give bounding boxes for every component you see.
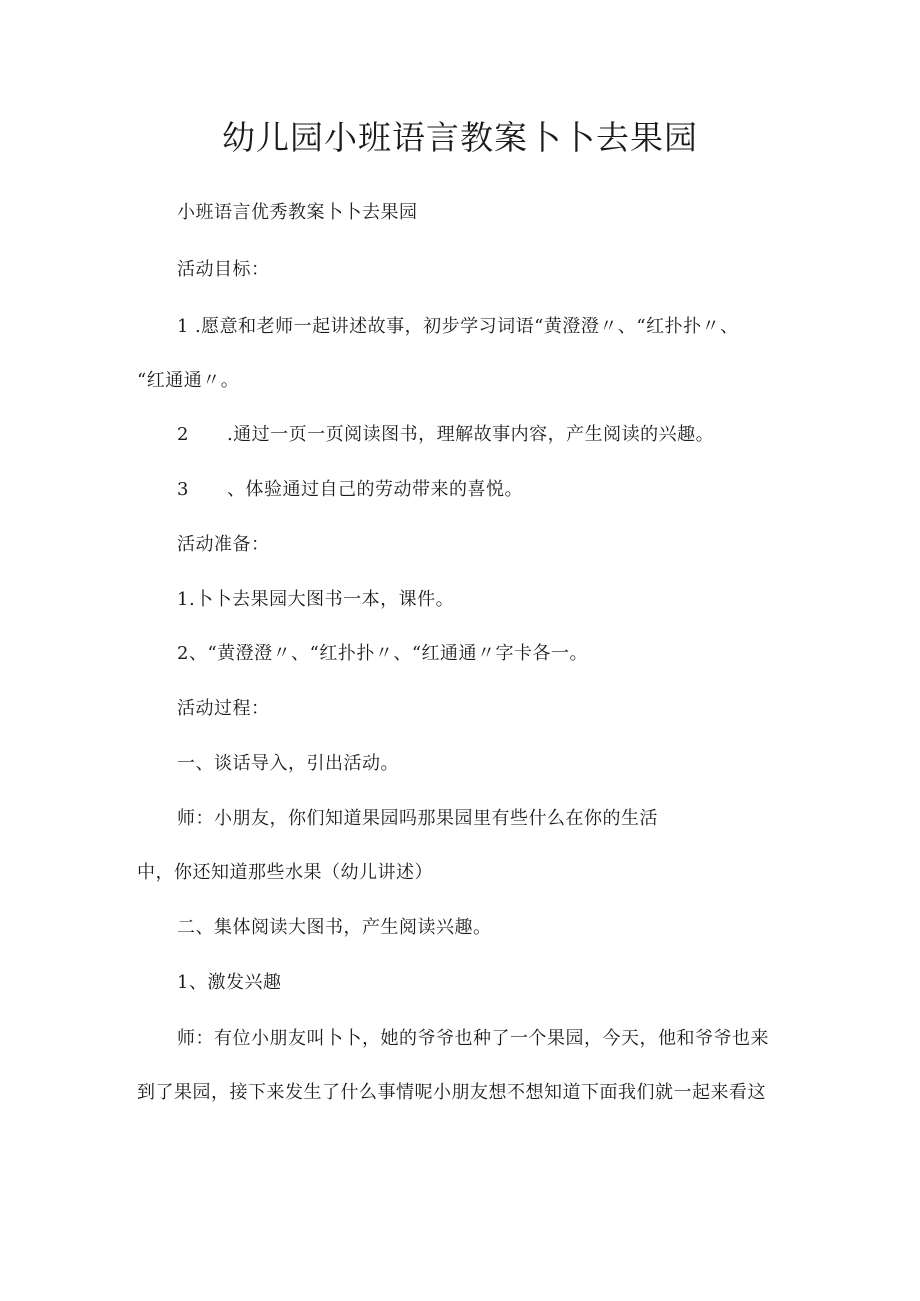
step-2-teacher: 师：有位小朋友叫卜卜，她的爷爷也种了一个果园，今天，他和爷爷也来 <box>177 1028 769 1049</box>
prep-item-2: 2、“黄澄澄〃、“红扑扑〃、“红通通〃字卡各一。 <box>177 643 589 664</box>
page-title: 幼儿园小班语言教案卜卜去果园 <box>222 118 698 157</box>
goal-2-text: .通过一页一页阅读图书，理解故事内容，产生阅读的兴趣。 <box>226 424 715 445</box>
goals-heading: 活动目标： <box>177 259 270 280</box>
goal-1-continued: “红通通〃。 <box>137 370 240 391</box>
goal-2 <box>177 423 714 447</box>
goal-2-number: 2 <box>177 424 189 445</box>
prep-heading: 活动准备： <box>177 534 270 555</box>
goal-3-text: 、体验通过自己的劳动带来的喜悦。 <box>226 479 523 500</box>
subtitle: 小班语言优秀教案卜卜去果园 <box>177 202 418 223</box>
goal-1-number: 1 <box>177 316 189 337</box>
step-2-teacher-continued: 到了果园，接下来发生了什么事情呢小朋友想不想知道下面我们就一起来看这 <box>137 1082 766 1103</box>
goal-3-number: 3 <box>177 479 189 500</box>
goal-1 <box>177 315 739 339</box>
goal-3 <box>177 478 523 502</box>
goal-1-text: .愿意和老师一起讲述故事，初步学习词语“黄澄澄〃、“红扑扑〃、 <box>194 316 739 337</box>
process-heading: 活动过程： <box>177 698 270 719</box>
step-2-sub-1: 1、激发兴趣 <box>177 972 282 993</box>
step-1-teacher: 师：小朋友，你们知道果园吗那果园里有些什么在你的生活 <box>177 808 658 829</box>
step-1-teacher-continued: 中，你还知道那些水果（幼儿讲述） <box>137 862 433 883</box>
prep-item-1: 1.卜卜去果园大图书一本，课件。 <box>177 589 455 610</box>
step-1: 一、谈话导入，引出活动。 <box>177 753 399 774</box>
step-2: 二、集体阅读大图书，产生阅读兴趣。 <box>177 917 492 938</box>
